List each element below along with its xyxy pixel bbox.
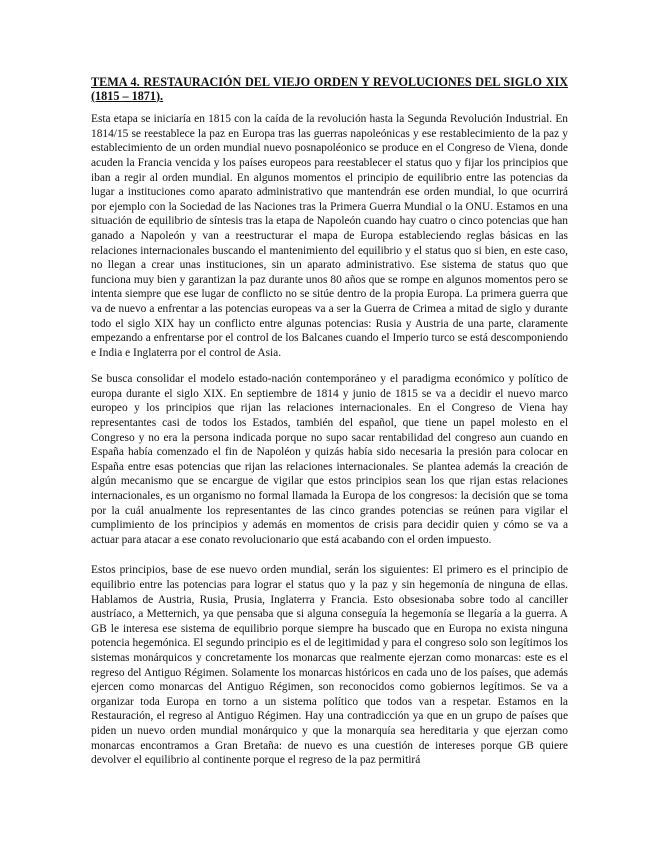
paragraph-1: Esta etapa se iniciaría en 1815 con la caída de la revolución hasta la Segunda Revolución Industrial. En 1814/15 se reestablece la paz en Europa tras las guerras napoleónicas y ese restablecimiento de la paz y establecimiento de un orden mundial nuevo posnapoléonico se produce en el Congreso de Viena, donde acuden la Francia vencida y los países europeos para reestablecer el status quo y fijar los principios que iban a regir al orden mundial. En algunos momentos el principio de equilibrio entre las potencias da lugar a instituciones como aparato administrativo que mantendrán ese orden mundial, lo que ocurrirá por ejemplo con la Sociedad de las Naciones tras la Primera Guerra Mundial o la ONU. Estamos en una situación de equilibrio de síntesis tras la etapa de Napoleón cuando hay cuatro o cinco potencias que han ganado a Napoleón y van a reestructurar el mapa de Europa estableciendo reglas básicas en las relaciones internacionales buscando el mantenimiento del equilibrio y el status quo si bien, en este caso, no llegan a crear unas instituciones, sin un aparato administrativo. Ese sistema de status quo que funciona muy bien y garantizan la paz durante unos 80 años que se rompe en algunos momentos pero se intenta siempre que ese lugar de conflicto no se sitúe dentro de la propia Europa. La primera guerra que va de nuevo a enfrentar a las potencias europeas va a ser la Guerra de Crimea a mitad de siglo y durante todo el siglo XIX hay un conflicto entre algunas potencias: Rusia y Austria de una parte, claramente empezando a enfrentarse por el control de los Balcanes cuando el Imperio turco se está descomponiendo e India e Inglaterra por el control de Asia.	[91, 113, 568, 359]
document-page	[91, 76, 568, 780]
paragraph-2: Se busca consolidar el modelo estado-nación contemporáneo y el paradigma económico y político de europa durante el siglo XIX. En septiembre de 1814 y junio de 1815 se va a decidir el nuevo marco europeo y los principios que rijan las relaciones internacionales. En el Congreso de Viena hay representantes casi de todos los Estados, también del español, que tiene un papel molesto en el Congreso y no era la persona indicada porque no supo sacar rentabilidad del congreso aun cuando en España había comenzado el fin de Napoléon y quizás había sido necesaria la presión para colocar en España entre esas potencias que rijan las relaciones internacionales. Se plantea además la creación de algún mecanismo que se encargue de vigilar que estos principios sean los que rijan estas relaciones internacionales, es un organismo no formal llamada la Europa de los congresos: la decisión que se toma por la cuál anualmente los representantes de las cinco grandes potencias se reúnen para vigilar el cumplimiento de los principios y además en momentos de crisis para decidir quien y cómo se va a actuar para atacar a ese conato revolucionario que está acabando con el orden impuesto.	[91, 373, 568, 546]
document-title: TEMA 4. RESTAURACIÓN DEL VIEJO ORDEN Y REVOLUCIONES DEL SIGLO XIX (1815 – 1871).	[91, 75, 568, 103]
paragraph-3: Estos principios, base de ese nuevo orden mundial, serán los siguientes: El primero es el principio de equilibrio entre las potencias para lograr el status quo y la paz y sin hegemonía de ninguna de ellas. Hablamos de Austria, Rusia, Prusia, Inglaterra y Francia. Esto obsesionaba sobre todo al canciller austríaco, a Metternich, ya que pensaba que si alguna conseguía la hegemonía se llegaría a la guerra. A GB le interesa ese sistema de equilibrio porque siempre ha buscado que en Europa no exista ninguna potencia hegemónica. El segundo principio es el de legitimidad y para el congreso solo son legítimos los sistemas monárquicos y concretamente los monarcas que realmente ejerzan como monarcas: este es el regreso del Antiguo Régimen. Solamente los monarcas históricos en cada uno de los países, que además ejercen como monarcas del Antiguo Régimen, son reconocidos como gobiernos legítimos. Se va a organizar toda Europa en torno a un sistema político que todos van a respetar. Estamos en la Restauración, el regreso al Antiguo Régimen. Hay una contradicción ya que en un grupo de países que piden un nuevo orden mundial monárquico y que la monarquía sea hereditaria y que ejerzan como monarcas encontramos a Gran Bretaña: de nuevo es una cuestión de intereses porque GB quiere devolver el equilibrio al continente porque el regreso de la paz permitirá	[91, 564, 568, 767]
